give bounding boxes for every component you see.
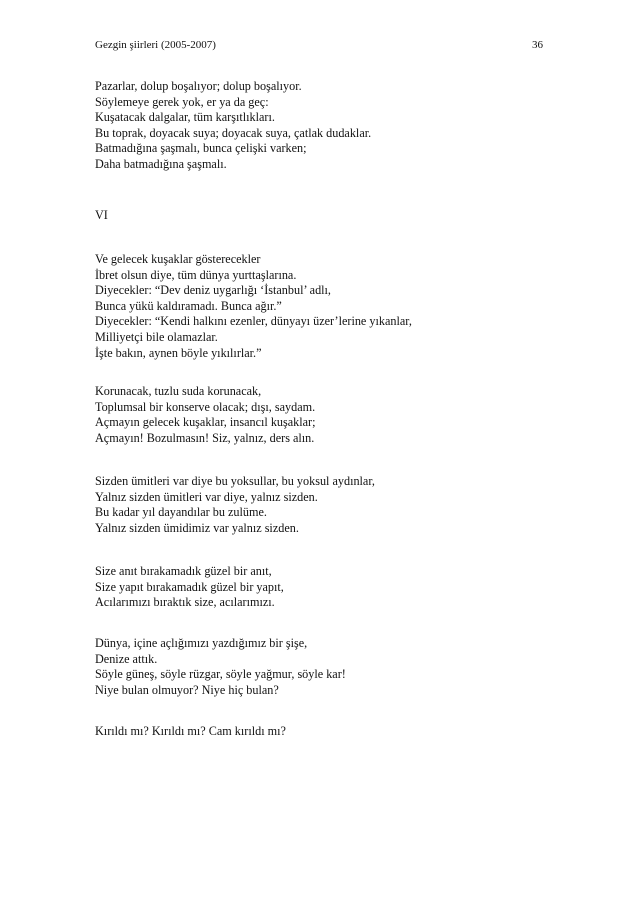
poem-line: Diyecekler: “Dev deniz uygarlığı ‘İstanbul’ adlı, (95, 283, 331, 298)
poem-line: Kırıldı mı? Kırıldı mı? Cam kırıldı mı? (95, 724, 286, 738)
poem-line: Size yapıt bırakamadık güzel bir yapıt, (95, 579, 284, 594)
poem-line: Sizden ümitleri var diye bu yoksullar, bu yoksul aydınlar, (95, 474, 375, 488)
stanza-6 (95, 636, 555, 698)
poem-line: Daha batmadığına şaşmalı. (95, 156, 227, 171)
poem-line: Toplumsal bir konserve olacak; dışı, saydam. (95, 399, 316, 414)
header-title: Gezgin şiirleri (2005-2007) (95, 39, 216, 51)
page-number: 36 (532, 39, 543, 51)
poem-line: Niye bulan olmuyor? Niye hiç bulan? (95, 682, 279, 697)
poem-line: Açmayın gelecek kuşaklar, insancıl kuşaklar; (95, 415, 316, 430)
poem-line: Bunca yükü kaldıramadı. Bunca ağır.” (95, 298, 282, 313)
poem-line: İşte bakın, aynen böyle yıkılırlar.” (95, 345, 262, 360)
stanza-3 (95, 384, 555, 446)
poem-line: Açmayın! Bozulmasın! Siz, yalnız, ders alın. (95, 430, 315, 445)
poem-line: Bu toprak, doyacak suya; doyacak suya, çatlak dudaklar. (95, 125, 372, 140)
poem-line: İbret olsun diye, tüm dünya yurttaşlarına. (95, 267, 297, 282)
poem-line: Denize attık. (95, 651, 158, 666)
stanza-5 (95, 564, 555, 611)
page-header (95, 38, 543, 52)
poem-line: Bu kadar yıl dayandılar bu zulüme. (95, 505, 267, 520)
poem-line: Acılarımızı bıraktık size, acılarımızı. (95, 595, 275, 610)
poem-line: Yalnız sizden ümidimiz var yalnız sizden. (95, 520, 299, 535)
stanza-7 (95, 724, 555, 740)
poem-line: Pazarlar, dolup boşalıyor; dolup boşalıyor. (95, 79, 302, 93)
poem-line: Batmadığına şaşmalı, bunca çelişki varken; (95, 141, 307, 156)
stanza-2 (95, 252, 555, 361)
section-heading: VI (95, 208, 108, 222)
poem-line: Korunacak, tuzlu suda korunacak, (95, 384, 262, 398)
poem-line: Milliyetçi bile olamazlar. (95, 329, 218, 344)
poem-line: Söyle güneş, söyle rüzgar, söyle yağmur, söyle kar! (95, 667, 346, 682)
poem-line: Diyecekler: “Kendi halkını ezenler, dünyayı üzer’lerine yıkanlar, (95, 314, 412, 329)
poem-line: Ve gelecek kuşaklar gösterecekler (95, 252, 261, 266)
poem-line: Dünya, içine açlığımızı yazdığımız bir şişe, (95, 636, 308, 650)
stanza-1 (95, 79, 555, 173)
stanza-4 (95, 474, 555, 536)
poem-line: Size anıt bırakamadık güzel bir anıt, (95, 564, 272, 578)
poem-line: Kuşatacak dalgalar, tüm karşıtlıkları. (95, 110, 275, 125)
poem-line: Yalnız sizden ümitleri var diye, yalnız sizden. (95, 489, 318, 504)
poem-line: Söylemeye gerek yok, er ya da geç: (95, 94, 269, 109)
